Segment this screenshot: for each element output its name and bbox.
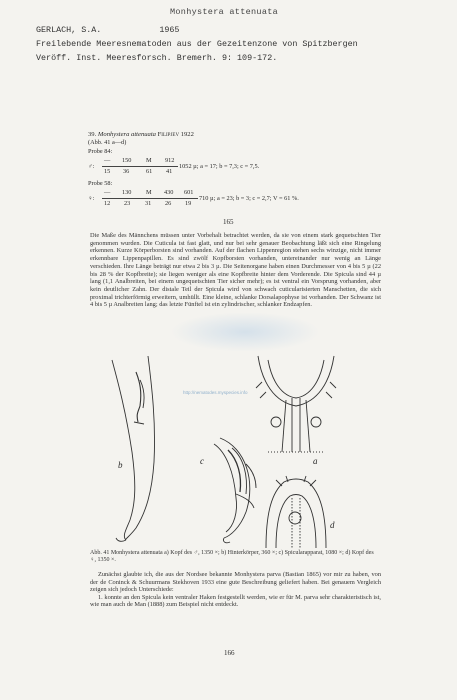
reference-author-line (36, 25, 179, 35)
figure-b-hind-body (112, 356, 155, 541)
probe-84-bot-1: 36 (123, 168, 130, 175)
species-heading (88, 131, 194, 138)
probe-58-bot-0: 12 (104, 200, 111, 207)
probe-84-top-3: 912 (165, 157, 175, 164)
figure-d-female-head (266, 476, 326, 548)
comparison-text-2: 1. konnte an den Spicula kein ventraler Haken festgestellt werden, wie er für M. parva sehr charakteristisch ist, wie man auch de Man (1888) zum Beispiel nicht entdeckt. (90, 593, 381, 609)
description-text: Die Maße des Männchens müssen unter Vorbehalt betrachtet werden, da sie von einem stark gequetschten Tier genommen wurden. Die Cuticula ist fast glatt, und nur bei sehr genauer Beobachtung läßt sich eine Ringelung erkennen. Kurze Körperborsten sind vorhanden. Auf der flachen Lippenregion stehen sechs winzige, nicht immer erkennbare Lippenpapillen. Es sind zwölf Kopfborsten vorhanden, untereinander nur wenig an Länge verschieden. Ihre Länge beträgt nur etwa 2 bis 3 µ. Die Seitenorgane haben einen Durchmesser von 4 bis 5 µ (22 bis 28 % der Kopfbreite); sie liegen weniger als eine Kopfbreite hinter dem Vorderende. Die Spicula sind 44 µ lang (1,1 Analbreiten, bei einem ungequetschten Tier sicher mehr); es ist ventral ein Vorsprung vorhanden, aber kein deutlicher Zahn. Der distale Teil der Spicula wird von schwach cuticularisierten Manschetten, die sich proximal trichterförmig erweitern, umhüllt. Eine kleine, schlanke Dorsalapophyse ist vorhanden. Der Schwanz ist 4 bis 5 µ Analbreiten lang; das letzte Fünftel ist ein zylindrischer, schlanker Endzapfen. (90, 232, 381, 309)
figure-label-c: c (200, 456, 204, 466)
probe-58-sex: ♀: (88, 195, 95, 202)
figure-41 (96, 352, 366, 548)
probe-84-total: 1052 µ; a = 17; b = 7,3; c = 7,5. (179, 163, 260, 170)
figure-label-a: a (313, 456, 318, 466)
header-species-title: Monhystera attenuata (170, 7, 279, 17)
probe-84-bot-2: 61 (146, 168, 153, 175)
probe-84-top-1: 150 (122, 157, 132, 164)
description-paragraph (90, 232, 381, 309)
probe-58-bot-3: 26 (165, 200, 172, 207)
figure-a-male-head (256, 356, 336, 452)
species-number: 39. (88, 131, 97, 138)
figure-41-drawing (96, 352, 366, 548)
figure-label-d: d (330, 520, 335, 530)
watermark-url: http://nematodes.myspecies.info (183, 390, 248, 395)
reference-year: 1965 (159, 25, 180, 35)
probe-84-label: Probe 84: (88, 148, 113, 155)
figure-caption: Abb. 41 Monhystera attenuata a) Kopf des ♂, 1350 ×; b) Hinterkörper, 360 ×; c) Spicularapparat, 1080 ×; d) Kopf des ♀, 1350 ×. (90, 550, 374, 564)
figure-c-spicula (214, 438, 256, 543)
probe-58-bot-2: 31 (145, 200, 152, 207)
figure-reference: (Abb. 41 a—d) (88, 139, 127, 146)
probe-84-sex: ♂: (88, 163, 95, 170)
probe-84-bot-0: 15 (104, 168, 111, 175)
comparison-text-1: Zunächst glaubte ich, die aus der Nordsee bekannte Monhystera parva (Bastian 1865) vor mir zu haben, von der de Coninck & Schuurmans Stekhoven 1933 eine gute Beschreibung geliefert haben. Bei genauem Vergleich zeigen sich jedoch Unterschiede: (90, 571, 381, 594)
probe-58-total: 710 µ; a = 23; b = 3; c = 2,7; V = 61 %. (199, 195, 299, 202)
page-number-166: 166 (224, 649, 235, 657)
comparison-paragraph (90, 571, 381, 609)
probe-58-bot-4: 19 (185, 200, 192, 207)
probe-58-fraction-line (102, 198, 198, 199)
probe-58-bot-1: 23 (124, 200, 131, 207)
probe-84-top-2: M (146, 157, 152, 164)
figure-label-b: b (118, 460, 123, 470)
probe-58-label: Probe 58: (88, 180, 113, 187)
watermark-smudge (170, 312, 320, 352)
probe-84-top-0: — (104, 157, 111, 164)
probe-58-top-1: 130 (122, 189, 132, 196)
species-authority: Filipjev 1922 (157, 131, 194, 138)
reference-title: Freilebende Meeresnematoden aus der Gezeitenzone von Spitzbergen (36, 39, 358, 49)
probe-58-top-4: 601 (184, 189, 194, 196)
probe-84-fraction-line (102, 166, 178, 167)
reference-author: GERLACH, S.A. (36, 25, 102, 35)
page-number-165: 165 (223, 218, 234, 226)
reference-journal: Veröff. Inst. Meeresforsch. Bremerh. 9: 109-172. (36, 53, 278, 63)
probe-58-top-2: M (146, 189, 152, 196)
probe-58-top-0: — (104, 189, 111, 196)
probe-58-top-3: 430 (164, 189, 174, 196)
species-name: Monhystera attenuata (97, 131, 156, 138)
probe-84-bot-3: 41 (166, 168, 173, 175)
